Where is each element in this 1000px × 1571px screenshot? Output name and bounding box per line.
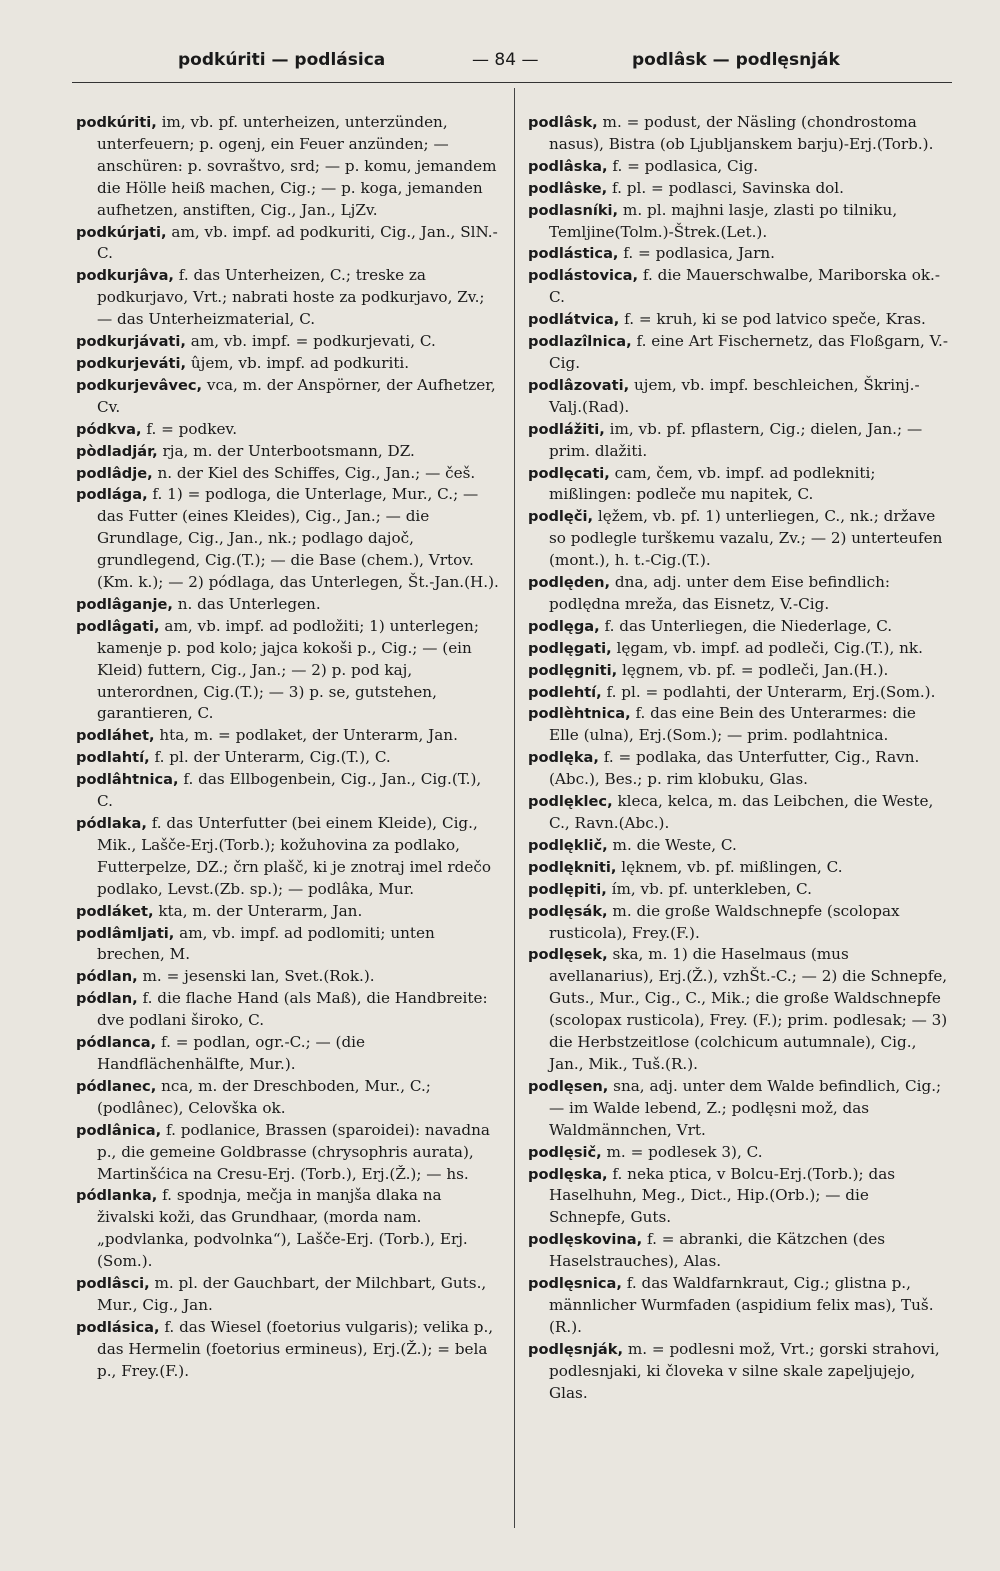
entry-headword: podlęklič, [528, 836, 608, 854]
dictionary-entry [528, 1273, 950, 1339]
entry-definition: im, vb. pf. unterheizen, unterzünden, unterfeuern; p. ogenj, ein Feuer anzünden; — anschüren: p. sovraštvo, srd; — p. komu, jemandem die Hölle heiß machen, Cig.; — p. koga, jemanden aufhetzen, anstiften, Cig., Jan., LjZv. [97, 113, 497, 219]
dictionary-entry [76, 331, 501, 353]
entry-headword: podláhet, [76, 727, 155, 745]
entry-headword: podlehtí, [528, 683, 602, 701]
entry-definition: ujem, vb. impf. beschleichen, Škrinj.-Valj.(Rad). [549, 375, 920, 416]
dictionary-entry [528, 375, 950, 419]
dictionary-entry [76, 616, 501, 726]
entry-definition: f. pl. = podlahti, der Unterarm, Erj.(Som.). [601, 682, 936, 701]
header-rule [72, 82, 952, 83]
entry-headword: podlasníki, [528, 201, 619, 219]
entry-headword: podkúriti, [76, 114, 157, 131]
dictionary-entry [528, 747, 950, 791]
entry-headword: podlâmljati, [76, 924, 175, 942]
entry-definition: f. das Unterfutter (bei einem Kleide), Cig., Mik., Lašče-Erj.(Torb.); kožuhovina za podlako, Futterpelze, DZ.; črn plašč, ki je znotraj imel rdečo podlako, Levst.(Zb. sp.); — podlâka, Mur. [97, 814, 492, 898]
entry-headword: podlęska, [528, 1165, 608, 1183]
entry-headword: podlęsen, [528, 1077, 609, 1095]
entry-headword: podlęči, [528, 508, 594, 526]
entry-definition: m. = jesenski lan, Svet.(Rok.). [137, 967, 375, 986]
dictionary-entry [528, 1339, 950, 1405]
dictionary-entry [528, 463, 950, 507]
entry-headword: podlážiti, [528, 420, 605, 438]
entry-definition: vca, m. der Anspörner, der Aufhetzer, Cv. [97, 375, 496, 416]
entry-headword: podlástovica, [528, 267, 639, 285]
entry-definition: f. das Ellbogenbein, Cig., Jan., Cig.(T.), C. [97, 770, 482, 811]
dictionary-entry [76, 966, 501, 988]
entry-definition: f. = podlasica, Jarn. [618, 244, 775, 263]
entry-headword: podlęden, [528, 574, 611, 592]
dictionary-entry [76, 222, 501, 266]
left-column [76, 112, 501, 1383]
entry-headword: podlęgniti, [528, 661, 618, 679]
entry-definition: am, vb. impf. ad podlomiti; unten brechen, M. [97, 923, 435, 964]
entry-headword: podlęklec, [528, 793, 613, 811]
entry-headword: podlástica, [528, 245, 619, 263]
entry-headword: podlęga, [528, 617, 600, 635]
entry-definition: m. die Weste, C. [607, 835, 737, 854]
entry-definition: f. das Wiesel (foetorius vulgaris); velika p., das Hermelin (foetorius ermineus), Erj.(Ž.); = bela p., Frey.(F.). [97, 1317, 494, 1380]
entry-definition: f. das Unterheizen, C.; treske za podkurjavo, Vrt.; nabrati hoste za podkurjavo, Zv.; — das Unterheizmaterial, C. [97, 266, 485, 329]
entry-headword: podlátvica, [528, 311, 620, 329]
entry-headword: podkurjâva, [76, 267, 174, 285]
entry-headword: podlânica, [76, 1121, 162, 1139]
entry-headword: pódlaka, [76, 815, 147, 832]
entry-headword: podlâzovati, [528, 376, 630, 394]
entry-headword: podlęsák, [528, 902, 608, 920]
dictionary-entry [528, 703, 950, 747]
entry-headword: podkurjeváti, [76, 354, 186, 372]
entry-headword: podlâgati, [76, 617, 160, 635]
entry-definition: f. spodnja, mečja in manjša dlaka na živalski koži, das Grundhaar, (morda nam. „podvlanka, podvolnka“), Lašče-Erj. (Torb.), Erj.(Som.). [97, 1186, 468, 1271]
dictionary-entry [528, 243, 950, 265]
entry-definition: f. 1) = podloga, die Unterlage, Mur., C.; — das Futter (eines Kleides), Cig., Jan.; — die Grundlage, Cig., Jan., nk.; podlago dajoč, grundlegend, Cig.(T.); — die Base (chem.), Vrtov.(Km. k.); — 2) pódlaga, das Unterlegen, Št.-Jan.(H.). [97, 485, 499, 592]
entry-definition: ska, m. 1) die Haselmaus (mus avellanarius), Erj.(Ž.), vzhŠt.-C.; — 2) die Schnepfe, Guts., Mur., Cig., C., Mik.; die große Waldschnepfe (scolopax rusticola), Frey. (F.); prim. podlesak; — 3) die Herbstzeitlose (colchicum autumnale), Cig., Jan., Mik., Tuš.(R.). [549, 945, 948, 1073]
entry-definition: n. das Unterlegen. [172, 594, 321, 613]
entry-headword: pódlanka, [76, 1187, 158, 1205]
column-divider [514, 88, 515, 1528]
entry-headword: pòdladjár, [76, 442, 158, 460]
entry-headword: podlępiti, [528, 880, 607, 898]
entry-definition: lęžem, vb. pf. 1) unterliegen, C., nk.; države so podlegle turškemu vazalu, Zv.; — 2) unterteufen (mont.), h. t.-Cig.(T.). [549, 507, 943, 570]
dictionary-entry [76, 901, 501, 923]
entry-definition: im, vb. pf. pflastern, Cig.; dielen, Jan.; — prim. dlažiti. [549, 419, 923, 460]
entry-definition: m. = podust, der Näsling (chondrostoma nasus), Bistra (ob Ljubljanskem barju)-Erj.(Torb.). [549, 113, 934, 153]
entry-headword: pódkva, [76, 420, 142, 438]
dictionary-entry [76, 725, 501, 747]
dictionary-entry [528, 200, 950, 244]
entry-definition: am, vb. impf. ad podložiti; 1) unterlegen; kamenje p. pod kolo; jajca kokoši p., Cig.; — (ein Kleid) futtern, Cig., Jan.; — 2) p. pod kaj, unterordnen, Cig.(T.); — 3) p. se, gutstehen, garantieren, C. [97, 616, 479, 723]
dictionary-entry [76, 1317, 501, 1383]
dictionary-entry [528, 112, 950, 156]
entry-headword: podlága, [76, 486, 148, 504]
entry-headword: podkurjávati, [76, 333, 186, 351]
dictionary-entry [528, 156, 950, 178]
entry-definition: f. = abranki, die Kätzchen (des Haselstrauches), Alas. [549, 1230, 886, 1271]
entry-definition: ûjem, vb. impf. ad podkuriti. [186, 353, 410, 372]
dictionary-entry [76, 1273, 501, 1317]
entry-definition: f. das Unterliegen, die Niederlage, C. [599, 616, 893, 635]
entry-headword: podlęcati, [528, 464, 610, 482]
entry-headword: podkurjevâvec, [76, 376, 203, 394]
entry-definition: lęknem, vb. pf. mißlingen, C. [616, 857, 843, 876]
entry-headword: podlęka, [528, 749, 599, 767]
dictionary-entry [528, 1229, 950, 1273]
entry-definition: f. pl. der Unterarm, Cig.(T.), C. [149, 748, 391, 767]
dictionary-entry [76, 813, 501, 901]
entry-headword: podlèhtnica, [528, 705, 631, 723]
dictionary-entry [528, 331, 950, 375]
dictionary-entry [528, 309, 950, 331]
dictionary-entry [528, 857, 950, 879]
entry-headword: podkúrjati, [76, 223, 167, 241]
entry-definition: ím, vb. pf. unterkleben, C. [606, 879, 812, 898]
entry-definition: f. = podlasica, Cig. [607, 156, 759, 175]
entry-headword: podlęsič, [528, 1143, 602, 1161]
dictionary-entry [528, 506, 950, 572]
entry-headword: podlęskovina, [528, 1231, 643, 1249]
dictionary-entry [76, 1120, 501, 1186]
entry-headword: podlâsk, [528, 114, 598, 131]
dictionary-entry [528, 901, 950, 945]
entry-headword: podlęsek, [528, 946, 608, 964]
entry-definition: f. = podlan, ogr.-C.; — (die Handflächenhälfte, Mur.). [97, 1033, 366, 1073]
dictionary-entry [76, 923, 501, 967]
dictionary-entry [76, 419, 501, 441]
entry-headword: podlęgati, [528, 639, 612, 657]
dictionary-entry [528, 616, 950, 638]
dictionary-entry [528, 572, 950, 616]
dictionary-entry [76, 463, 501, 485]
running-head-right: podlâsk — podlęsnják [632, 50, 840, 70]
entry-definition: f. die Mauerschwalbe, Mariborska ok.-C. [549, 266, 941, 307]
entry-definition: f. das eine Bein des Unterarmes: die Elle (ulna), Erj.(Som.); — prim. podlahtnica. [549, 704, 916, 745]
dictionary-entry [76, 1185, 501, 1273]
entry-definition: m. = podlesni mož, Vrt.; gorski strahovi, podlesnjaki, ki človeka v silne skale zapeljujejo, Glas. [549, 1339, 940, 1402]
entry-definition: dna, adj. unter dem Eise befindlich: podlędna mreža, das Eisnetz, V.-Cig. [549, 573, 890, 613]
entry-headword: podlęsnica, [528, 1275, 622, 1293]
entry-headword: podlâdje, [76, 464, 153, 482]
entry-definition: sna, adj. unter dem Walde befindlich, Cig.; — im Walde lebend, Z.; podlęsni mož, das Waldmännchen, Vrt. [549, 1076, 942, 1139]
entry-definition: lęgnem, vb. pf. = podleči, Jan.(H.). [617, 660, 889, 679]
entry-headword: podlâganje, [76, 595, 173, 613]
entry-definition: m. pl. majhni lasje, zlasti po tilniku, Temljine(Tolm.)-Štrek.(Let.). [549, 200, 898, 241]
entry-headword: podlâske, [528, 179, 608, 197]
dictionary-entry [76, 112, 501, 222]
entry-headword: pódlanca, [76, 1034, 157, 1052]
dictionary-entry [76, 1076, 501, 1120]
dictionary-entry [528, 419, 950, 463]
entry-definition: kleca, kelca, m. das Leibchen, die Weste, C., Ravn.(Abc.). [549, 792, 934, 832]
entry-definition: f. die flache Hand (als Maß), die Handbreite: dve podlani široko, C. [97, 989, 488, 1030]
dictionary-entry [76, 988, 501, 1032]
entry-headword: podláket, [76, 902, 154, 920]
entry-definition: kta, m. der Unterarm, Jan. [153, 901, 363, 920]
dictionary-entry [76, 484, 501, 594]
entry-headword: podlâhtnica, [76, 771, 179, 789]
entry-definition: f. pl. = podlasci, Savinska dol. [607, 178, 844, 197]
entry-headword: podlásica, [76, 1318, 160, 1336]
dictionary-entry [528, 1076, 950, 1142]
entry-definition: am, vb. impf. = podkurjevati, C. [185, 332, 436, 351]
dictionary-entry [76, 594, 501, 616]
entry-headword: podlazîlnica, [528, 333, 632, 351]
right-column [528, 112, 950, 1404]
dictionary-entry [528, 178, 950, 200]
dictionary-entry [528, 791, 950, 835]
entry-headword: pódlan, [76, 990, 138, 1008]
dictionary-entry [76, 747, 501, 769]
entry-headword: podlękniti, [528, 858, 617, 876]
entry-definition: f. das Waldfarnkraut, Cig.; glistna p., männlicher Wurmfaden (aspidium felix mas), Tuš.(R.). [549, 1274, 934, 1336]
dictionary-entry [528, 638, 950, 660]
entry-headword: podlęsnják, [528, 1340, 623, 1358]
dictionary-entry [76, 375, 501, 419]
dictionary-entry [76, 353, 501, 375]
entry-definition: n. der Kiel des Schiffes, Cig., Jan.; — češ. [152, 463, 476, 482]
entry-headword: pódlanec, [76, 1077, 157, 1095]
entry-definition: m. pl. der Gauchbart, der Milchbart, Guts., Mur., Cig., Jan. [97, 1274, 487, 1314]
dictionary-entry [528, 1142, 950, 1164]
entry-definition: rja, m. der Unterbootsmann, DZ. [157, 441, 415, 460]
entry-headword: podlâsci, [76, 1275, 150, 1293]
dictionary-entry [76, 441, 501, 463]
entry-definition: f. neka ptica, v Bolcu-Erj.(Torb.); das Haselhuhn, Meg., Dict., Hip.(Orb.); — die Schnepfe, Guts. [549, 1164, 896, 1227]
page-number: — 84 — [472, 50, 539, 70]
entry-definition: f. eine Art Fischernetz, das Floßgarn, V.-Cig. [549, 332, 948, 372]
dictionary-entry [76, 1032, 501, 1076]
entry-definition: f. = podlaka, das Unterfutter, Cig., Ravn.(Abc.), Bes.; p. rim klobuku, Glas. [549, 748, 920, 789]
entry-definition: lęgam, vb. impf. ad podleči, Cig.(T.), nk. [611, 638, 923, 657]
dictionary-entry [528, 660, 950, 682]
dictionary-entry [528, 879, 950, 901]
entry-definition: m. = podlesek 3), C. [601, 1142, 763, 1161]
entry-definition: nca, m. der Dreschboden, Mur., C.; (podlânec), Celovška ok. [97, 1076, 431, 1117]
entry-definition: hta, m. = podlaket, der Unterarm, Jan. [154, 726, 458, 745]
entry-definition: am, vb. impf. ad podkuriti, Cig., Jan., SlN.-C. [97, 222, 498, 263]
entry-definition: f. podlanice, Brassen (sparoidei): navadna p., die gemeine Goldbrasse (chrysophris aurata), Martinšćica na Cresu-Erj. (Torb.), Erj.(Ž.); — hs. [97, 1120, 490, 1183]
running-head-left: podkúriti — podlásica [178, 50, 386, 70]
entry-definition: m. die große Waldschnepfe (scolopax rusticola), Frey.(F.). [549, 901, 900, 942]
dictionary-entry [528, 265, 950, 309]
dictionary-entry [528, 682, 950, 704]
dictionary-entry [528, 1164, 950, 1230]
dictionary-entry [76, 769, 501, 813]
entry-headword: podlahtí, [76, 749, 150, 767]
dictionary-entry [528, 944, 950, 1075]
entry-headword: pódlan, [76, 968, 138, 986]
dictionary-entry [528, 835, 950, 857]
entry-headword: podlâska, [528, 157, 608, 175]
entry-definition: cam, čem, vb. impf. ad podlekniti; mißlingen: podleče mu napitek, C. [549, 463, 876, 504]
entry-definition: f. = podkev. [141, 419, 238, 438]
entry-definition: f. = kruh, ki se pod latvico speče, Kras. [619, 310, 926, 329]
dictionary-entry [76, 265, 501, 331]
